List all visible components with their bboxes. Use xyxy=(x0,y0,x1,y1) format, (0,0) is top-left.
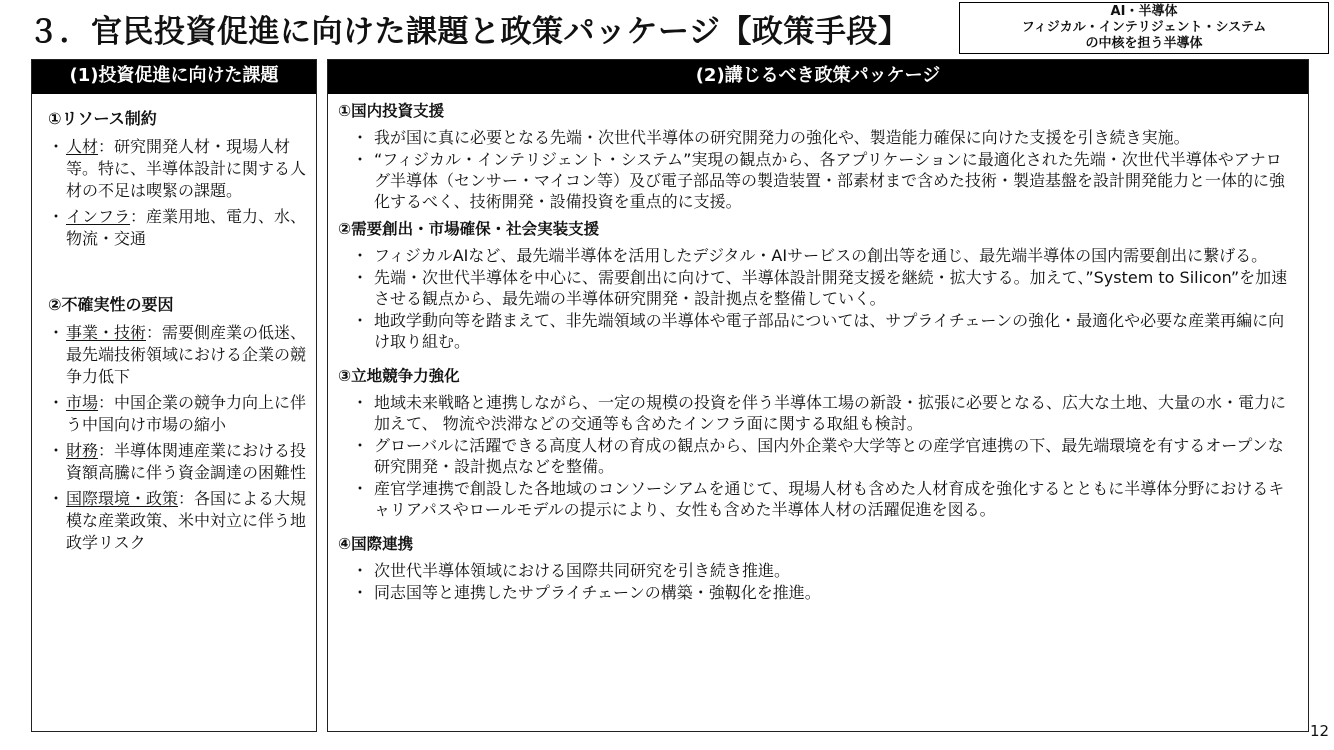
policy-section-heading: ④国際連携 xyxy=(338,535,414,553)
policy-section-demand-creation xyxy=(328,219,1308,352)
policy-item xyxy=(338,435,1298,477)
issue-key: 財務 xyxy=(66,441,99,460)
tag-line-3: の中核を担う半導体 xyxy=(1085,36,1203,51)
policy-text: “フィジカル・インテリジェント・システム”実現の観点から、各アプリケーションに最適化された先端・次世代半導体やアナログ半導体（センサー・マイコン等）及び電子部品等の製造装置・部素材まで含めた技術・製造基盤を設計開発能力と一体的に強化するべく、技術開発・設備投資を重点的に支援。 xyxy=(374,150,1286,211)
issue-text: ：半導体関連産業における投資額高騰に伴う資金調達の困難性 xyxy=(66,441,307,482)
bullet: ・ xyxy=(352,246,369,265)
policy-item xyxy=(338,310,1298,352)
issue-text: ：中国企業の競争力向上に伴う中国向け市場の縮小 xyxy=(66,393,307,434)
bullet: ・ xyxy=(48,207,65,226)
policy-item xyxy=(338,560,1298,581)
bullet: ・ xyxy=(352,128,369,147)
policy-text: 産官学連携で創設した各地域のコンソーシアムを通じて、現場人材も含めた人材育成を強化するとともに半導体分野におけるキャリアパスやロールモデルの提示により、女性も含めた半導体人材の活躍促進を図る。 xyxy=(374,479,1285,519)
page-number: 12 xyxy=(1310,722,1330,740)
issue-key: 人材 xyxy=(66,137,99,156)
bullet: ・ xyxy=(352,561,369,580)
issue-item xyxy=(48,322,308,388)
issue-text: ：産業用地、電力、水、物流・交通 xyxy=(66,207,307,248)
policy-section-heading: ③立地競争力強化 xyxy=(338,367,460,385)
issue-section-heading: ②不確実性の要因 xyxy=(48,295,174,314)
issue-item xyxy=(48,488,308,554)
policy-section-international xyxy=(328,534,1308,603)
issue-key: 事業・技術 xyxy=(66,323,147,342)
policy-text: グローバルに活躍できる高度人材の育成の観点から、国内外企業や大学等との産学官連携の下、最先端環境を有するオープンな研究開発・設計拠点などを整備。 xyxy=(374,436,1284,476)
bullet: ・ xyxy=(352,436,369,455)
tag-line-1: AI・半導体 xyxy=(1110,4,1178,19)
policy-section-heading: ①国内投資支援 xyxy=(338,102,445,120)
issue-item xyxy=(48,136,308,202)
issue-item xyxy=(48,392,308,436)
bullet: ・ xyxy=(352,150,369,169)
policy-text: フィジカルAIなど、最先端半導体を活用したデジタル・AIサービスの創出等を通じ、最先端半導体の国内需要創出に繋げる。 xyxy=(374,246,1268,265)
policy-item xyxy=(338,149,1298,212)
issues-panel-header: (1)投資促進に向けた課題 xyxy=(32,60,316,94)
policy-item xyxy=(338,478,1298,520)
policy-section-location-competitiveness xyxy=(328,366,1308,520)
policy-item xyxy=(338,392,1298,434)
theme-tag-box xyxy=(959,2,1329,54)
policy-section-heading: ②需要創出・市場確保・社会実装支援 xyxy=(338,220,600,238)
issue-item xyxy=(48,206,308,250)
issue-text: ：研究開発人材・現場人材等。特に、半導体設計に関する人材の不足は喫緊の課題。 xyxy=(66,137,307,200)
policy-package-panel xyxy=(327,59,1309,732)
policy-text: 地政学動向等を踏まえて、非先端領域の半導体や電子部品については、サプライチェーンの強化・最適化や必要な産業再編に向け取り組む。 xyxy=(374,311,1285,351)
policy-text: 次世代半導体領域における国際共同研究を引き続き推進。 xyxy=(374,561,791,580)
bullet: ・ xyxy=(352,311,369,330)
bullet: ・ xyxy=(48,393,65,412)
policy-text: 同志国等と連携したサプライチェーンの構築・強靱化を推進。 xyxy=(374,583,821,602)
issues-panel xyxy=(31,59,317,732)
bullet: ・ xyxy=(352,393,369,412)
issue-section-resource xyxy=(32,108,316,250)
page-title: ３．官民投資促進に向けた課題と政策パッケージ【政策手段】 xyxy=(28,14,910,50)
bullet: ・ xyxy=(352,583,369,602)
bullet: ・ xyxy=(352,479,369,498)
issue-item xyxy=(48,440,308,484)
policy-item xyxy=(338,582,1298,603)
bullet: ・ xyxy=(48,441,65,460)
issue-section-uncertainty xyxy=(32,294,316,554)
policy-item xyxy=(338,127,1298,148)
policy-text: 先端・次世代半導体を中心に、需要創出に向けて、半導体設計開発支援を継続・拡大する。加えて、”System to Silicon”を加速させる観点から、最先端の半導体研究開発・設計拠点を整備していく。 xyxy=(374,268,1288,308)
policy-panel-header: (2)講じるべき政策パッケージ xyxy=(328,60,1308,94)
bullet: ・ xyxy=(48,489,65,508)
policy-item xyxy=(338,245,1298,266)
issue-key: インフラ xyxy=(66,207,131,226)
issue-key: 国際環境・政策 xyxy=(66,489,179,508)
tag-line-2: フィジカル・インテリジェント・システム xyxy=(1021,20,1267,35)
issue-key: 市場 xyxy=(66,393,99,412)
bullet: ・ xyxy=(352,268,369,287)
policy-section-domestic-investment xyxy=(328,101,1308,212)
issue-section-heading: ①リソース制約 xyxy=(48,109,157,128)
bullet: ・ xyxy=(48,137,65,156)
issue-text: ：需要側産業の低迷、最先端技術領域における企業の競争力低下 xyxy=(66,323,307,386)
policy-text: 我が国に真に必要となる先端・次世代半導体の研究開発力の強化や、製造能力確保に向けた支援を引き続き実施。 xyxy=(374,128,1190,147)
policy-text: 地域未来戦略と連携しながら、一定の規模の投資を伴う半導体工場の新設・拡張に必要となる、広大な土地、大量の水・電力に加えて、 物流や渋滞などの交通等も含めたインフラ面に関する取組も検討。 xyxy=(374,393,1287,433)
bullet: ・ xyxy=(48,323,65,342)
issue-text: ：各国による大規模な産業政策、米中対立に伴う地政学リスク xyxy=(66,489,307,552)
policy-item xyxy=(338,267,1298,309)
